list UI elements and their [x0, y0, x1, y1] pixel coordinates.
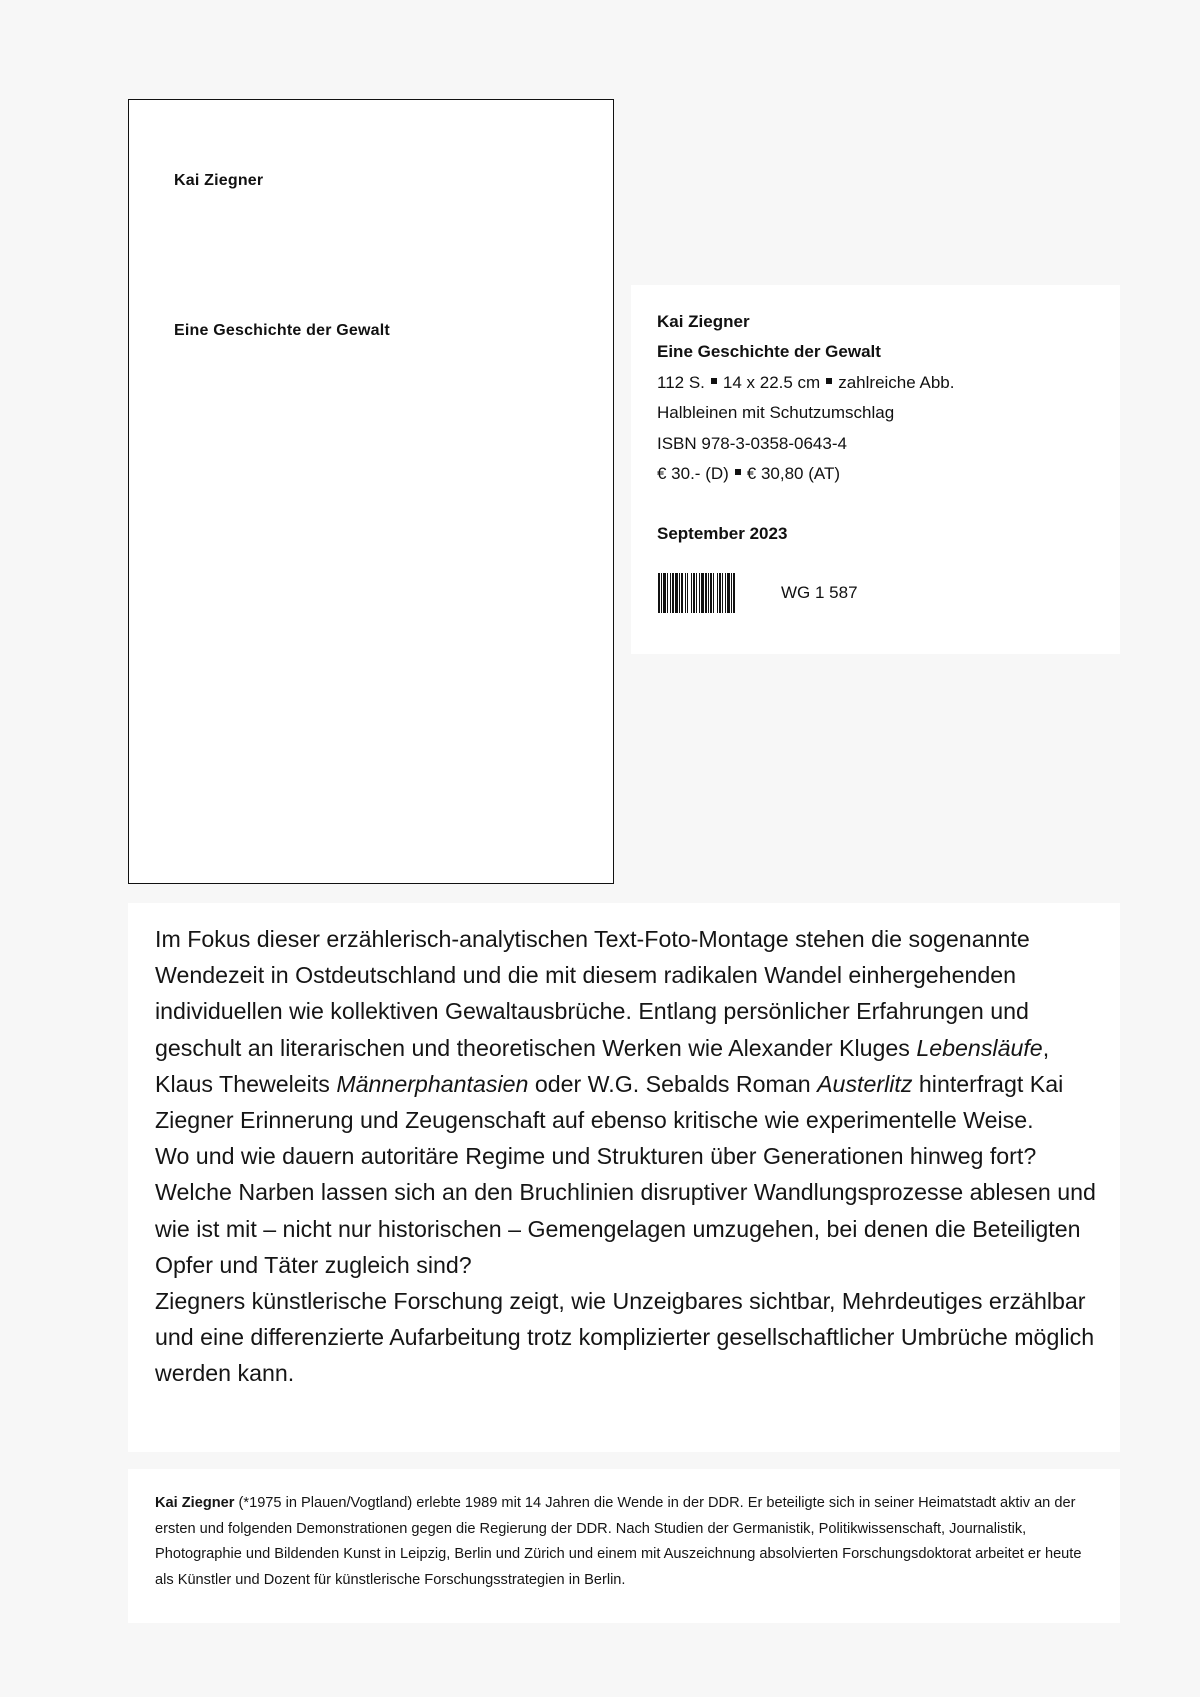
barcode-bar [675, 573, 678, 613]
release-date: September 2023 [657, 524, 788, 544]
barcode-bar [717, 573, 718, 613]
barcode-bar [713, 573, 714, 613]
barcode-bar [679, 573, 680, 613]
info-price [657, 459, 1120, 489]
order-number: WG 1 587 [781, 583, 858, 603]
barcode-bar [672, 573, 674, 613]
barcode-bar [725, 573, 726, 613]
barcode-bar [722, 573, 723, 613]
author-bio [155, 1491, 1090, 1593]
barcode-icon [657, 573, 767, 613]
barcode-bar [701, 573, 704, 613]
description-text: oder W.G. Sebalds Roman [528, 1070, 818, 1097]
spec-size: 14 x 22.5 cm [722, 372, 821, 392]
info-isbn: ISBN 978-3-0358-0643-4 [657, 433, 847, 453]
separator-square-icon [735, 469, 741, 475]
price-germany: € 30.- (D) [657, 463, 729, 483]
barcode-bar [658, 573, 660, 613]
info-binding: Halbleinen mit Schutzumschlag [657, 403, 895, 423]
barcode-bar [699, 573, 700, 613]
barcode-bar [696, 573, 697, 613]
price-austria: € 30,80 (AT) [746, 463, 841, 483]
barcode-bar [667, 573, 668, 613]
description-text: Im Fokus dieser erzählerisch-analytischen Text-Foto-Montage stehen die sogenannte Wendezeit in Ostdeutschland und die mit diesem radikalen Wandel einhergehenden individuellen wie kollektiven Gewaltausbrüche. Entlang persönlicher Erfahrungen und geschult an literarischen und theoretischen Werken wie Alexander Kluges [155, 926, 1030, 1061]
description-paragraph-2: Wo und wie dauern autoritäre Regime und Strukturen über Generationen hinweg fort? Welche Narben lassen sich an den Bruchlinien disruptiver Wandlungsprozesse ablesen und wie ist mit – nicht nur historischen – Gemengelagen umzugehen, bei denen die Beteiligten Opfer und Täter zugleich sind? [155, 1143, 1096, 1278]
cover-author: Kai Ziegner [174, 172, 264, 189]
work-title: Austerlitz [817, 1070, 913, 1097]
book-cover [128, 99, 614, 884]
description-panel [128, 903, 1120, 1452]
barcode-bar [710, 573, 712, 613]
cover-title: Eine Geschichte der Gewalt [174, 322, 390, 339]
bio-name: Kai Ziegner [155, 1495, 235, 1511]
barcode-bar [708, 573, 709, 613]
description-text: , Klaus Theweleits [155, 1034, 1050, 1097]
author-bio-panel [128, 1469, 1120, 1623]
bio-text: (*1975 in Plauen/Vogtland) erlebte 1989 mit 14 Jahren die Wende in der DDR. Er beteiligte sich in seiner Heimatstadt aktiv an der ersten und folgenden Demonstrationen gegen die Regierung der DDR. Nach Studien der Germanistik, Politikwissenschaft, Journalistik, Photographie und Bildenden Kunst in Leipzig, Berlin und Zürich und einem mit Auszeichnung absolvierten Forschungsdoktorat arbeitet er heute als Künstler und Dozent für künstlerische Forschungsstrategien in Berlin. [155, 1495, 1082, 1588]
separator-square-icon [711, 378, 717, 384]
barcode-bar [705, 573, 707, 613]
barcode-bar [693, 573, 695, 613]
barcode-bar [681, 573, 683, 613]
description-paragraph-1 [155, 921, 1100, 1138]
barcode-bar [731, 573, 732, 613]
barcode-bar [670, 573, 671, 613]
work-title: Männerphantasien [336, 1070, 529, 1097]
barcode-bar [733, 573, 735, 613]
spec-pages: 112 S. [657, 372, 705, 392]
book-info-panel [631, 285, 1120, 654]
barcode-row [657, 573, 1120, 613]
work-title: Lebensläufe [916, 1034, 1043, 1061]
spec-illustrations: zahlreiche Abb. [838, 372, 955, 392]
info-author: Kai Ziegner [657, 312, 750, 331]
barcode-bar [663, 573, 666, 613]
barcode-bar [691, 573, 692, 613]
barcode-bar [685, 573, 686, 613]
info-title: Eine Geschichte der Gewalt [657, 342, 881, 362]
info-specs [657, 368, 1120, 398]
barcode-bar [687, 573, 688, 613]
description-text: hinterfragt Kai Ziegner Erinnerung und Zeugenschaft auf ebenso kritische wie experimentelle Weise. [155, 1070, 1064, 1134]
barcode-bar [661, 573, 662, 613]
description-paragraph-3: Ziegners künstlerische Forschung zeigt, wie Unzeigbares sichtbar, Mehrdeutiges erzählbar und eine differenzierte Aufarbeitung trotz komplizierter gesellschaftlicher Umbrüche möglich werden kann. [155, 1288, 1095, 1387]
barcode-bar [719, 573, 721, 613]
separator-square-icon [826, 378, 832, 384]
barcode-bar [727, 573, 730, 613]
